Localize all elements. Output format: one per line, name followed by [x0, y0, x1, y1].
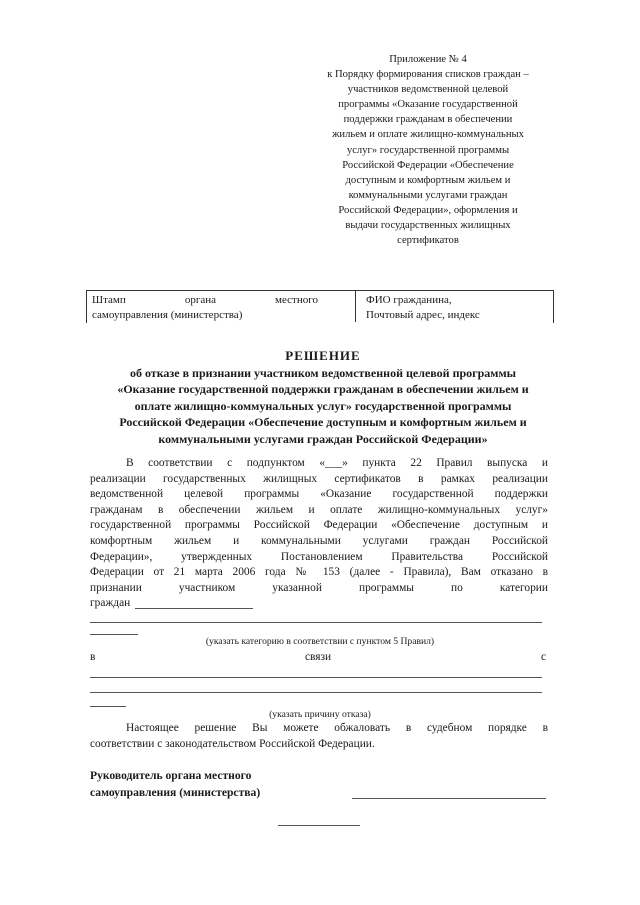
decision-heading: РЕШЕНИЕ [285, 348, 361, 363]
title-line: «Оказание государственной поддержки гражданам в обеспечении жильем и [117, 382, 529, 396]
paragraph-line: Федерации от 21 марта 2006 года № 153 (далее - Правила), Вам отказано в [90, 566, 548, 579]
appendix-line: поддержки гражданам в обеспечении [343, 114, 513, 126]
category-caption: (указать категорию в соответствии с пунктом 5 Правил) [205, 636, 435, 647]
connection-word: связи [305, 651, 332, 663]
category-fill-line-2 [90, 622, 542, 623]
paragraph-line: признании участником указанной программы по категории [90, 581, 548, 594]
appendix-line: доступным и комфортным жильем и [345, 174, 511, 186]
title-line: коммунальными услугами граждан Российской Федерации» [158, 431, 488, 446]
paragraph-line: ведомственной целевой программы «Оказание государственной поддержки [90, 488, 548, 501]
stamp-divider [355, 290, 356, 322]
reason-caption: (указать причину отказа) [269, 709, 371, 720]
postal-address-label: Почтовый адрес, индекс [366, 309, 480, 321]
appendix-line: к Порядку формирования списков граждан – [327, 69, 529, 81]
category-fill-line-3 [90, 634, 138, 635]
category-fill-line [135, 608, 253, 609]
appeal-line: соответствии с законодательством Российской Федерации. [90, 737, 375, 750]
paragraph-line: В соответствии с подпунктом «___» пункта 22 Правил выпуска и [126, 457, 548, 469]
paragraph-line: комфортным жильем и коммунальными услугами граждан Российской [90, 534, 548, 547]
appendix-line: выдачи государственных жилищных [345, 220, 511, 232]
paragraph-line: государственной программы Российской Федерации «Обеспечение доступным и [90, 519, 548, 532]
stamp-label: Штамп органа местного [92, 294, 318, 306]
decision-paragraph [90, 456, 548, 596]
appendix-line: сертификатов [397, 235, 459, 247]
appendix-line: услуг» государственной программы [346, 144, 510, 156]
reason-fill-line-2 [90, 692, 542, 693]
signature-line [352, 798, 546, 799]
paragraph-line: Федерации», утвержденных Постановлением Правительства Российской [90, 550, 548, 563]
title-line: об отказе в признании участником ведомственной целевой программы [129, 365, 517, 380]
reason-fill-line-3 [90, 706, 126, 707]
title-line: оплате жилищно-коммунальных услуг» государственной программы [134, 398, 512, 413]
in-word: в [90, 651, 96, 663]
appendix-line: жильем и оплате жилищно-коммунальных [332, 129, 524, 141]
addressee-cell [366, 293, 546, 323]
stamp-cell [92, 293, 318, 323]
decision-title [88, 348, 558, 447]
appendix-header [308, 52, 548, 248]
paragraph-line: реализации государственных жилищных сертификатов в рамках реализации [90, 472, 548, 485]
signatory-title: Руководитель органа местного [90, 769, 252, 782]
stamp-label-2: самоуправления (министерства) [92, 309, 243, 321]
signatory-title-2: самоуправления (министерства) [90, 786, 261, 799]
appendix-line: программы «Оказание государственной [338, 99, 518, 111]
citizen-name-label: ФИО гражданина, [366, 294, 452, 306]
signature-block [90, 767, 260, 801]
appendix-line: коммунальными услугами граждан [348, 189, 508, 201]
reason-fill-line [90, 677, 542, 678]
appendix-line: Российской Федерации «Обеспечение [342, 159, 514, 171]
appeal-line: Настоящее решение Вы можете обжаловать в судебном порядке в [126, 722, 548, 734]
title-line: Российской Федерации «Обеспечение доступным и комфортным жильем и [119, 415, 527, 429]
with-word: с [541, 651, 547, 663]
appendix-line: Российской Федерации», оформления и [338, 204, 518, 216]
appeal-paragraph [90, 721, 548, 752]
citizens-label: граждан [90, 597, 131, 609]
paragraph-line: гражданам в обеспечении жильем и оплате жилищно-коммунальных услуг» [90, 503, 548, 516]
appendix-line: Приложение № 4 [389, 54, 467, 65]
appendix-line: участников ведомственной целевой [347, 84, 509, 96]
date-line [278, 825, 360, 826]
